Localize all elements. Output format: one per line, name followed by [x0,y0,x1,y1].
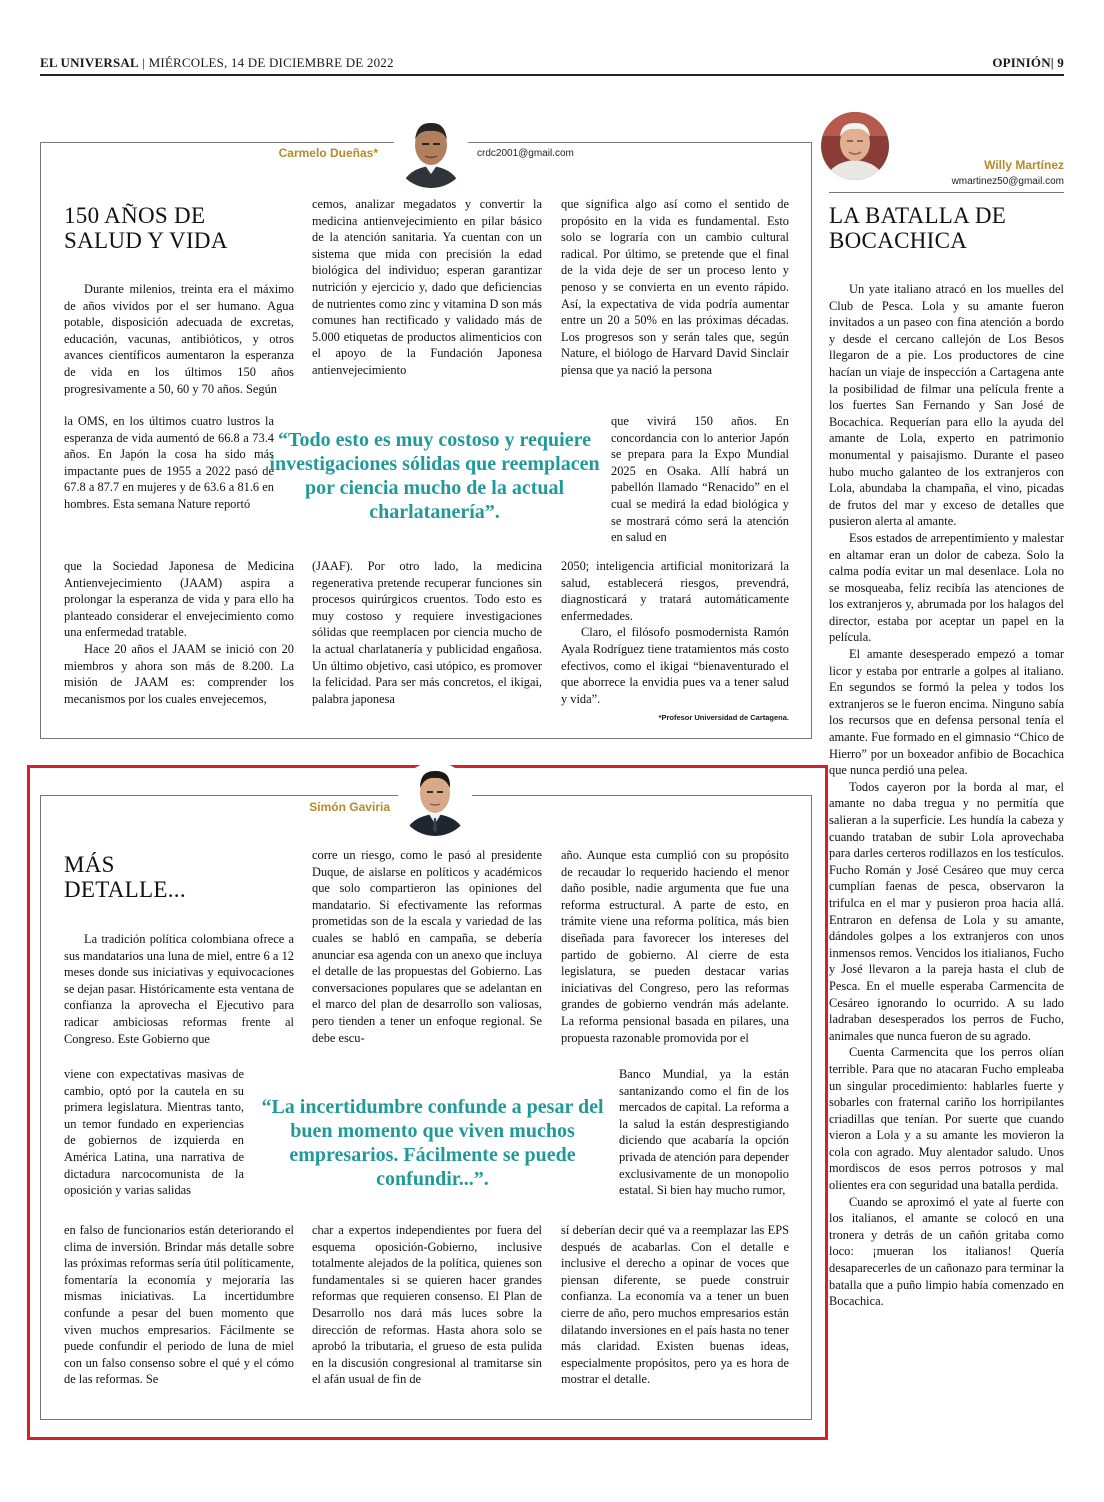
article2-col1-wrap-text: viene con expectativas masivas de cambio, optó por la cautela en su primera legislatura. Mientras tanto, un temor fundado en experiencias de gobiernos de izquierda en América Latina, una narrativa de dictadura narcocomunista de la oposición y varias salidas [64,1067,244,1198]
article3-headline: LA BATALLA DE BOCACHICA [829,203,1007,253]
article1-col1-wrap [64,413,274,513]
article1-col2-top-text: cemos, analizar megadatos y convertir la medicina antienvejecimiento en pilar básico de la atención sanitaria. Ya cuentan con un sistema que mida con precisión la edad biológica del individuo; esperan garantizar nutrición y ejercicio y, dado que deficiencias de nutrientes como zinc y vitamina D son más comunes han rectificado y validado más de 5.000 etiquetas de productos alimenticios con el apoyo de la Fundación Japonesa antienvejecimiento [312,197,542,377]
article1-col3-bottom [561,558,789,707]
article1-col2-top [312,196,542,379]
article1-col1-p1: Durante milenios, treinta era el máximo de años vividos por el ser humano. Agua potable, disposición adecuada de excretas, educación, vacunas, antibióticos, y otros avances científicos aumentaron la esperanza de vida en los últimos 150 años progresivamente a 50, 60 y 70 años. Según [64,282,294,396]
article1-email: crdc2001@gmail.com [477,148,574,159]
article2-author-label [278,796,398,812]
article1-footnote: *Profesor Universidad de Cartagena. [658,713,789,722]
article1-col1 [64,281,294,397]
article1-col1-p1-end: que la Sociedad Japonesa de Medicina Antienvejecimiento (JAAM) aspira a prolongar la esperanza de vida y para ello ha planteado considerar el envejecimiento como una enfermedad tratable. [64,559,294,640]
article1-col3-p1-end: 2050; inteligencia artificial monitorizará la salud, establecerá riesgos, prevendrá, diagnosticará y tratará automáticamente enfermedades. [561,559,789,623]
article2-headline: MÁS DETALLE... [64,852,186,902]
article2-author-photo [398,762,472,836]
article2-col1-wrap [64,1066,244,1199]
article2-pullquote: “La incertidumbre confunde a pesar del buen momento que viven muchos empresarios. Fácilmente se puede confundir...”. [261,1096,604,1190]
article2-col2-top-text: corre un riesgo, como le pasó al presidente Duque, de aislarse en políticos y académicos que solo compartieron las opiniones del mandatario. Si efectivamente las reformas prometidas son de la escala y variedad de las cuales se habló en campaña, se debería anunciar esa agenda con un anexo que incluya el detalle de las propuestas del Gobierno. Las conversaciones populares que se adelantan en el marco del plan de desarrollo son valiosas, pero tienden a tener un enfoque regional. Se debe escu- [312,848,542,1045]
article3-author-photo [821,112,889,180]
article1-col1-p2: Hace 20 años el JAAM se inició con 20 miembros y ahora son más de 8.200. La misión de JAAM es: comprender los mecanismos por los cuales envejecemos, [64,641,294,706]
masthead-left [40,55,394,71]
masthead-rule [40,74,1064,76]
issue-date: | MIÉRCOLES, 14 DE DICIEMBRE DE 2022 [142,55,394,70]
article3-p2: Esos estados de arrepentimiento y malestar en altamar eran un dolor de cabeza. Solo la calma podía evitar un mal desenlace. Lola no se mosqueaba, feliz recibía las atenciones de los extranjeros y, abrumada por los halagos del director, estaba por aceptar un papel en la película. [829,530,1064,645]
article1-author-label [255,143,383,159]
article2-col3-wrap [619,1066,789,1199]
paper-name: EL UNIVERSAL [40,55,139,70]
article1-col3-top [561,196,789,379]
article2-author: Simón Gaviria [309,800,390,814]
masthead [40,55,1064,75]
article2-col2-bottom-text: char a expertos independientes por fuera del esquema oposición-Gobierno, inclusive totalmente alejados de la política, quienes son fundamentales si se quieren hacer grandes reformas que requieren consenso. El Plan de Desarrollo nos dará más luces sobre la dirección de reformas. Hasta ahora solo se aprobó la tributaria, el grueso de esta pulida en la discusión congresional al tramitarse sin el afán usual de fin de [312,1223,542,1387]
article1-pullquote: “Todo esto es muy costoso y requiere investigaciones sólidas que reemplacen por ciencia mucho de la actual charlatanería”. [269,429,600,523]
article3-author: Willy Martínez [984,158,1064,172]
article2-col1-p1: La tradición política colombiana ofrece a sus mandatarios una luna de miel, entre 6 a 12 meses donde sus iniciativas y equivocaciones se dejan pasar. Históricamente esta ventana de confianza la aprovecha el Ejecutivo para radicar ambiciosas reformas frente al Congreso. Este Gobierno que [64,932,294,1046]
article1-col2-bottom-text: (JAAF). Por otro lado, la medicina regenerativa pretende recuperar funciones sin procesos quirúrgicos cruentos. Todo esto es muy costoso y requiere investigaciones sólidas que reemplacen por ciencia mucho de la actual charlatanería y publicidad engañosa. Un último objetivo, casi utópico, es promover la felicidad. Para ser más concretos, el ikigai, palabra japonesa [312,559,542,706]
section-page: OPINIÓN| 9 [992,55,1064,70]
article2-col3-bottom [561,1222,789,1388]
article3-body [829,281,1064,1310]
article1-col3-wrap-text: que vivirá 150 años. En concordancia con lo anterior Japón se prepara para la Expo Mundial 2025 en Osaka. Allí habrá un pabellón llamado “Renacido” en el cual se medirá la edad biológica y se mostrará cómo será la atención en salud en [611,414,789,545]
article2-col1-top [64,931,294,1047]
article2-col1-bottom [64,1222,294,1388]
article1-col1-bottom [64,558,294,707]
article3-p4: Todos cayeron por la borda al mar, el amante no daba tregua y no permitía que salieran a la superficie. Les hundía la cabeza y cuando trataban de subir Lola aprovechaba para darles certeros rodillazos en los testículos. Fucho Román y José Cesáreo que muy cerca cumplían faenas de pesca, observaron la trifulca en el mar y pusieron proa hacia allá. Entraron en defensa de Lola y su amante, dándoles golpes a los extranjeros con unos inmensos remos. Vencidos los itialianos, Fucho y José llevaron a la pareja hasta el club de Pesca. En el muelle esperaba Carmencita de Cesáreo ignorando lo ocurrido. A su lado ladraban desesperados los perros de Fucho, animales que nunca fueron de su agrado. [829,779,1064,1043]
article2-col2-top [312,847,542,1046]
article3-p1: Un yate italiano atracó en los muelles del Club de Pesca. Lola y su amante fueron invitados a un paseo con fina atención a bordo y desde el cercano callejón de Los Besos llegaron de a pie. Los productores de cine hacían un viaje de inspección a Cartagena ante la posibilidad de filmar una película frente a los fuertes San Fernando y San José de Bocachica. Requerían para ello la ayuda del amante de Lola, experto en patrimonio monumental y paisajismo. Durante el paseo hubo mucho galanteo de los extranjeros con Lola, abundaba la champaña, el vino, picadas de frutos del mar y exceso de detalles que pusieron alerta al amante. [829,282,1064,529]
article2-col2-bottom [312,1222,542,1388]
article3-email: wmartinez50@gmail.com [951,176,1064,187]
article1-author: Carmelo Dueñas* [278,146,378,160]
article3-p3: El amante desesperado empezó a tomar licor y estaba por entrarle a golpes al italiano. En segundos se formó la pelea y todos los extranjeros se le fueron encima. Ninguno sabía los recursos que en defensa personal tenía el amante. Fue formado en el gimnasio “Chico de Hierro” por un boxeador anfibio de Bocachica que nunca perdió una pelea. [829,647,1064,778]
article2-col1-end: en falso de funcionarios están deteriorando el clima de inversión. Brindar más detalle sobre las próximas reformas sería útil políticamente, fomentaría la economía y mejoraría las mismas iniciativas. La incertidumbre confunde a pesar del buen momento que viven muchos empresarios. Fácilmente se puede confundir el periodo de luna de miel con un falso consenso sobre el qué y el cómo de las reformas. Se [64,1223,294,1387]
article3-p5: Cuenta Carmencita que los perros olían terrible. Para que no atacaran Fucho empleaba un singular procedimiento: hablarles fuerte y sobarles con fraternal cariño los horripilantes criadillas que tenían. Por suerte que cuando vieron a Lola y a su amante les movieron la cola con agrado. Muy alentador saludo. Unos mordiscos de esos perros potrosos y mal olientes era con seguridad una batalla perdida. [829,1045,1064,1193]
article3-p6: Cuando se aproximó el yate al fuerte con los italianos, el amante se colocó en una tronera y detrás de un cañón gritaba como loco: ¡mueran los italianos! Quería desaparecerles de un cañonazo para terminar la batalla que a puño limpio había comenzado en Bocachica. [829,1194,1064,1309]
article1-col3-p2: Claro, el filósofo posmodernista Ramón Ayala Rodríguez tiene tratamientos más costo efectivos, como el ikigai “bienaventurado el que aborrece la envidia pues va a tener salud y vida”. [561,625,789,706]
article1-col2-bottom [312,558,542,707]
article2-col3-top [561,847,789,1046]
article1-author-photo [393,112,469,188]
article3-rule [829,192,1064,193]
article1-col3-top-text: que significa algo así como el sentido de propósito en la vida es fundamental. Esto solo se lograría con un cambio cultural radical. Por último, se pretende que el final de la vida deje de ser un proceso lento y penoso y se convierta en un evento rápido. Así, la expectativa de vida podría aumentar entre un 20 a 50% en las próximas décadas. Los progresos son y serán tales que, según Nature, el biólogo de Harvard David Sinclair piensa que ya nació la persona [561,197,789,377]
article1-col1-wrap-text: la OMS, en los últimos cuatro lustros la esperanza de vida aumentó de 66.8 a 73.4 años. En Japón la cosa ha sido más impactante pues de 1955 a 2022 pasó de 67.8 a 87.7 en mujeres y de 63.6 a 81.6 en hombres. Esta semana Nature reportó [64,414,274,511]
article1-col3-wrap [611,413,789,546]
article2-col3-end: sí deberían decir qué va a reemplazar las EPS después de acabarlas. Con el detalle e inclusive el derecho a opinar de voces que piensan diferente, se puede construir confianza. La economía va a tener un buen cierre de año, pero muchos empresarios están dilatando inversiones en el país hasta no tener más claridad. Existen buenas ideas, especialmente propósitos, pero ya es hora de mostrar el detalle. [561,1223,789,1387]
article2-col3-top-text: año. Aunque esta cumplió con su propósito de recaudar lo requerido haciendo el menor daño posible, nadie argumenta que fue una reforma estructural. A parte de esto, en trámite viene una reforma política, más bien diseñada para favorecer los intereses del partido de gobierno. Al cierre de esta legislatura, se pueden destacar varias iniciativas del Congreso, pero las reformas grandes de gobierno vendrán más adelante. La reforma pensional basada en pilares, una propuesta razonable promovida por el [561,848,789,1045]
article1-headline: 150 AÑOS DE SALUD Y VIDA [64,203,228,253]
article2-col3-wrap-text: Banco Mundial, ya la están santanizando como el fin de los mercados de capital. La reforma a la salud la están desprestigiando diciendo que acabaría la opción privada de atención para depender exclusivamente de un monopolio estatal. Si bien hay mucho rumor, [619,1067,789,1198]
